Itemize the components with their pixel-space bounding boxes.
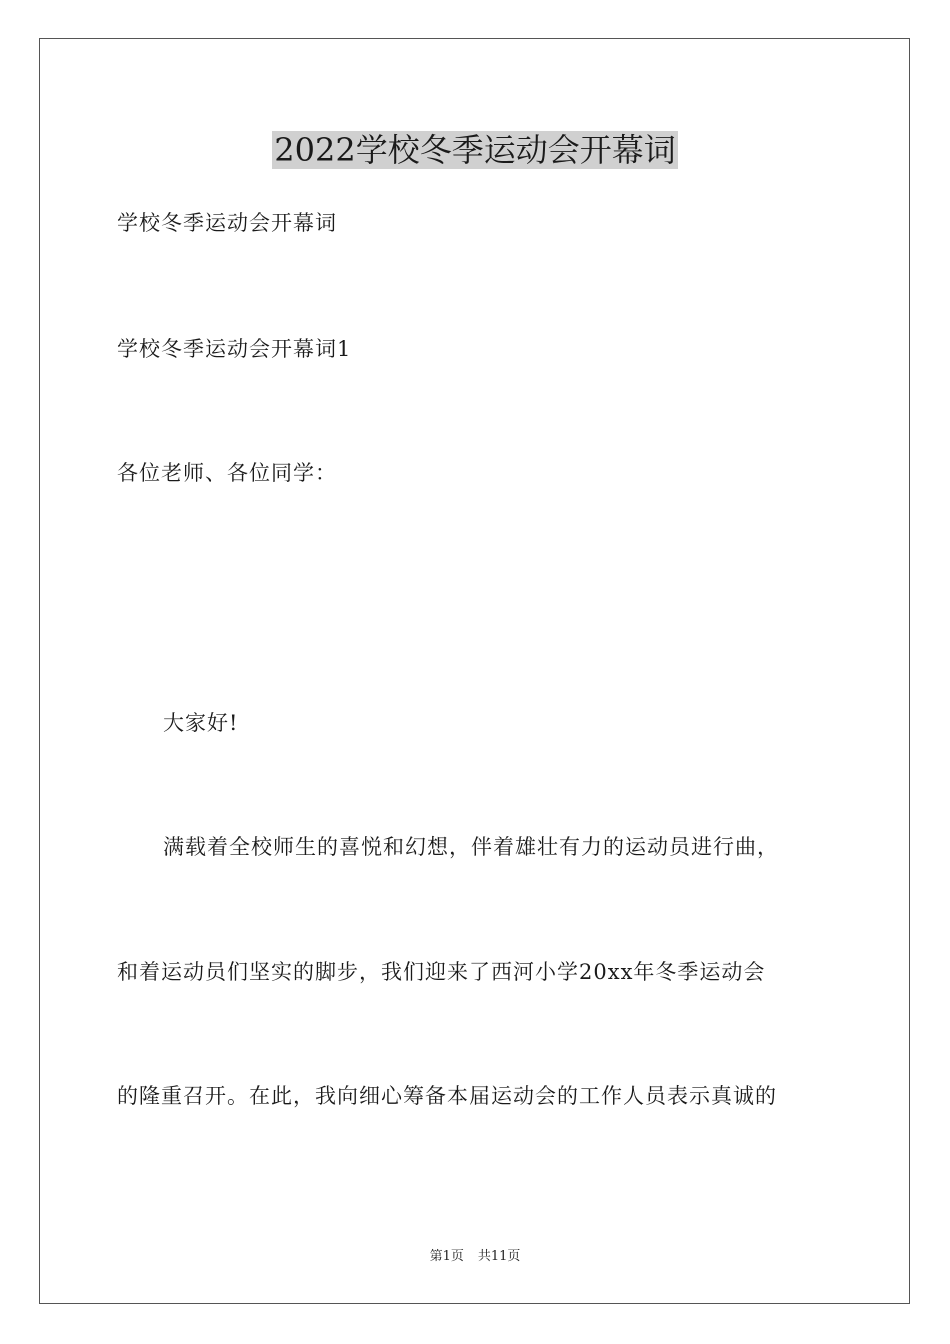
paragraph-body-line: 的隆重召开。在此，我向细心筹备本届运动会的工作人员表示真诚的 <box>117 1084 777 1108</box>
paragraph-body-line: 和着运动员们坚实的脚步，我们迎来了西河小学20xx年冬季运动会 <box>117 960 766 984</box>
page-number-total: 共11页 <box>477 1249 521 1264</box>
paragraph-subtitle: 学校冬季运动会开幕词 <box>117 211 337 235</box>
paragraph-heading: 学校冬季运动会开幕词1 <box>117 337 352 361</box>
document-title <box>0 128 950 172</box>
page-footer <box>0 1248 950 1266</box>
document-title-text: 2022学校冬季运动会开幕词 <box>274 131 676 169</box>
paragraph-salutation: 各位老师、各位同学： <box>117 461 337 485</box>
paragraph-body-line: 满载着全校师生的喜悦和幻想，伴着雄壮有力的运动员进行曲， <box>163 835 779 859</box>
paragraph-greeting: 大家好! <box>163 711 239 735</box>
page-number-current: 第1页 <box>429 1249 464 1264</box>
